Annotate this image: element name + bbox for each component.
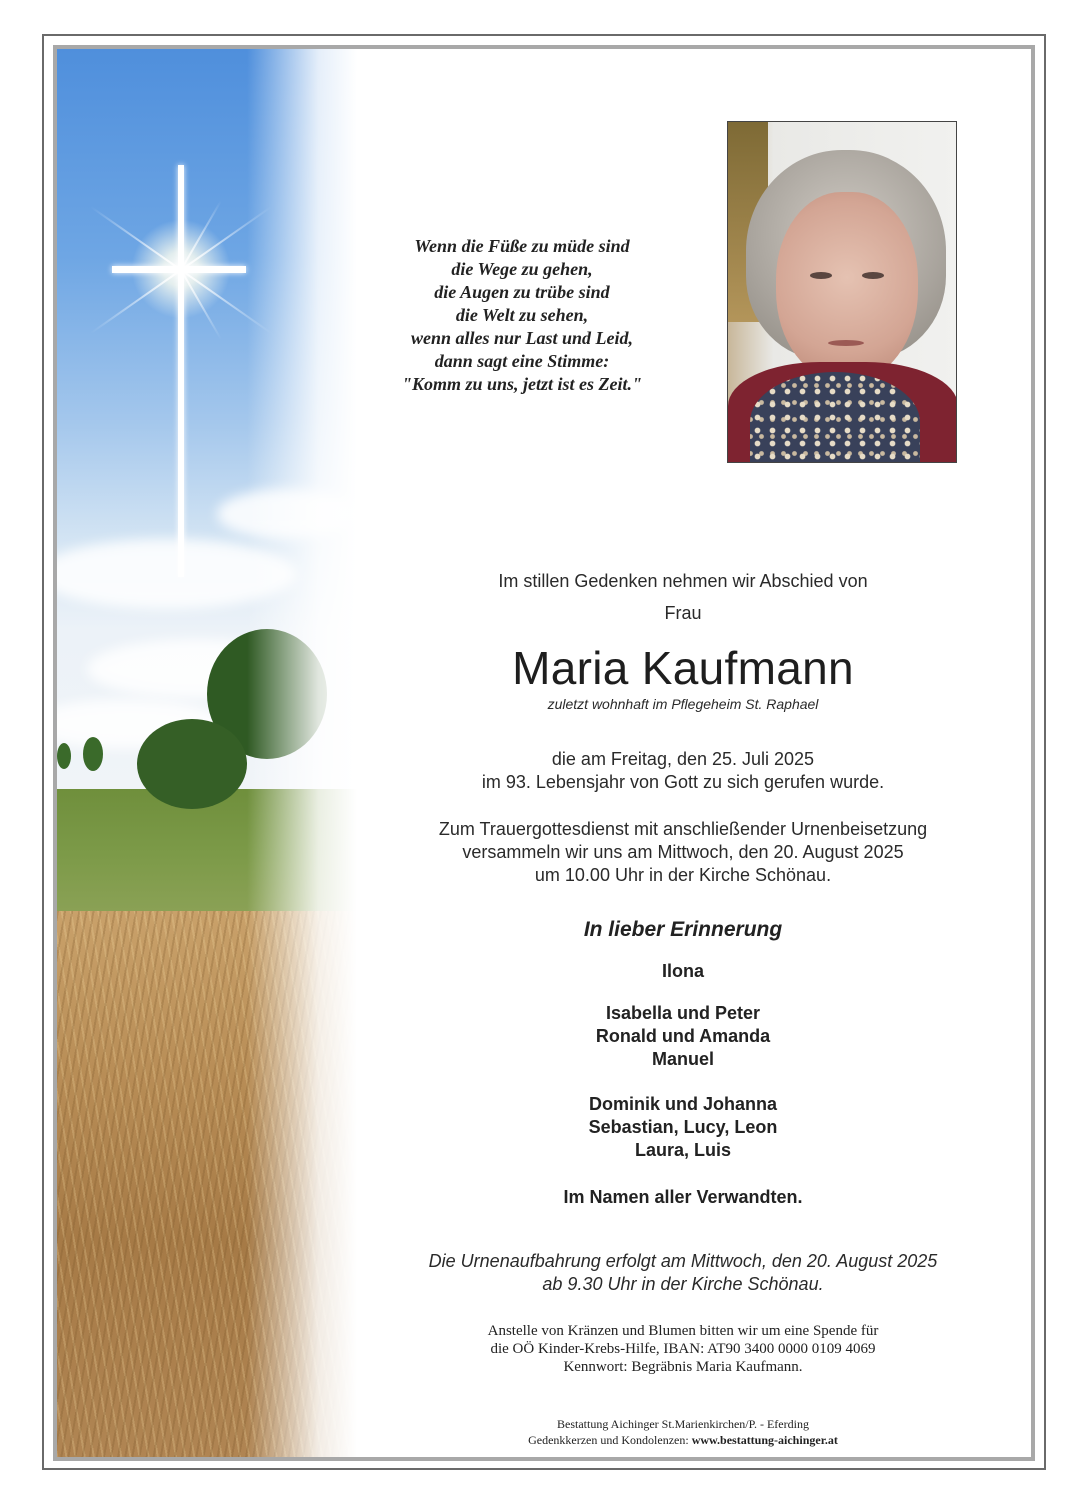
donation-line: Kennwort: Begräbnis Maria Kaufmann. bbox=[563, 1359, 803, 1375]
footer-contact-label: Gedenkkerzen und Kondolenzen: bbox=[528, 1433, 689, 1447]
mourner-group bbox=[372, 1093, 994, 1162]
cross-icon bbox=[178, 165, 184, 577]
tree bbox=[83, 737, 103, 771]
deceased-name: Maria Kaufmann bbox=[512, 642, 854, 694]
poem-line: die Augen zu trübe sind bbox=[434, 282, 610, 302]
poem-line: die Welt zu sehen, bbox=[455, 305, 589, 325]
poem-line: dann sagt eine Stimme: bbox=[434, 351, 610, 371]
death-line: im 93. Lebensjahr von Gott zu sich gerufen wurde. bbox=[481, 772, 885, 792]
tree bbox=[57, 743, 71, 769]
poem bbox=[372, 235, 672, 396]
mourner-group bbox=[372, 960, 994, 983]
death-notice bbox=[372, 748, 994, 794]
service-line: Zum Trauergottesdienst mit anschließender Urnenbeisetzung bbox=[438, 819, 928, 839]
urn-viewing-notice bbox=[372, 1250, 994, 1296]
donation-notice bbox=[372, 1322, 994, 1376]
landscape-image bbox=[57, 49, 357, 1457]
mourner-name: Laura, Luis bbox=[634, 1140, 732, 1160]
footer bbox=[372, 1416, 994, 1448]
mourner-name: Manuel bbox=[651, 1049, 714, 1069]
portrait-photo bbox=[727, 121, 957, 463]
death-line: die am Freitag, den 25. Juli 2025 bbox=[551, 749, 815, 769]
urn-line: Die Urnenaufbahrung erfolgt am Mittwoch, den 20. August 2025 bbox=[428, 1251, 938, 1271]
mourner-group bbox=[372, 1002, 994, 1071]
footer-contact bbox=[372, 1432, 994, 1448]
tree bbox=[137, 719, 247, 809]
portrait-blouse bbox=[750, 372, 920, 463]
intro-text: Im stillen Gedenken nehmen wir Abschied von bbox=[498, 571, 868, 591]
mourner-name: Ilona bbox=[661, 961, 704, 981]
donation-line: die OÖ Kinder-Krebs-Hilfe, IBAN: AT90 3400 0000 0109 4069 bbox=[490, 1341, 876, 1357]
relatives-line: Im Namen aller Verwandten. bbox=[563, 1187, 803, 1207]
donation-line: Anstelle von Kränzen und Blumen bitten wir um eine Spende für bbox=[487, 1323, 879, 1339]
poem-line: Wenn die Füße zu müde sind bbox=[414, 236, 630, 256]
memory-heading: In lieber Erinnerung bbox=[583, 918, 783, 941]
cross-icon-bar bbox=[112, 266, 246, 273]
website-link[interactable]: www.bestattung-aichinger.at bbox=[691, 1433, 838, 1447]
residence-note: zuletzt wohnhaft im Pflegeheim St. Raphael bbox=[547, 696, 819, 712]
fade-overlay bbox=[247, 49, 357, 1457]
mourner-name: Isabella und Peter bbox=[605, 1003, 761, 1023]
poem-line: die Wege zu gehen, bbox=[451, 259, 593, 279]
portrait-eye bbox=[810, 272, 832, 279]
mourner-name: Ronald und Amanda bbox=[595, 1026, 771, 1046]
salutation: Frau bbox=[664, 603, 702, 623]
portrait-eye bbox=[862, 272, 884, 279]
funeral-home: Bestattung Aichinger St.Marienkirchen/P. - Eferding bbox=[557, 1417, 809, 1431]
poem-line: "Komm zu uns, jetzt ist es Zeit." bbox=[401, 374, 643, 394]
portrait-mouth bbox=[828, 340, 864, 346]
poem-line: wenn alles nur Last und Leid, bbox=[410, 328, 634, 348]
urn-line: ab 9.30 Uhr in der Kirche Schönau. bbox=[542, 1274, 824, 1294]
service-line: um 10.00 Uhr in der Kirche Schönau. bbox=[534, 865, 832, 885]
service-line: versammeln wir uns am Mittwoch, den 20. August 2025 bbox=[462, 842, 904, 862]
service-notice bbox=[372, 818, 994, 887]
mourner-name: Dominik und Johanna bbox=[588, 1094, 777, 1114]
mourner-name: Sebastian, Lucy, Leon bbox=[588, 1117, 778, 1137]
portrait-face bbox=[776, 192, 918, 382]
